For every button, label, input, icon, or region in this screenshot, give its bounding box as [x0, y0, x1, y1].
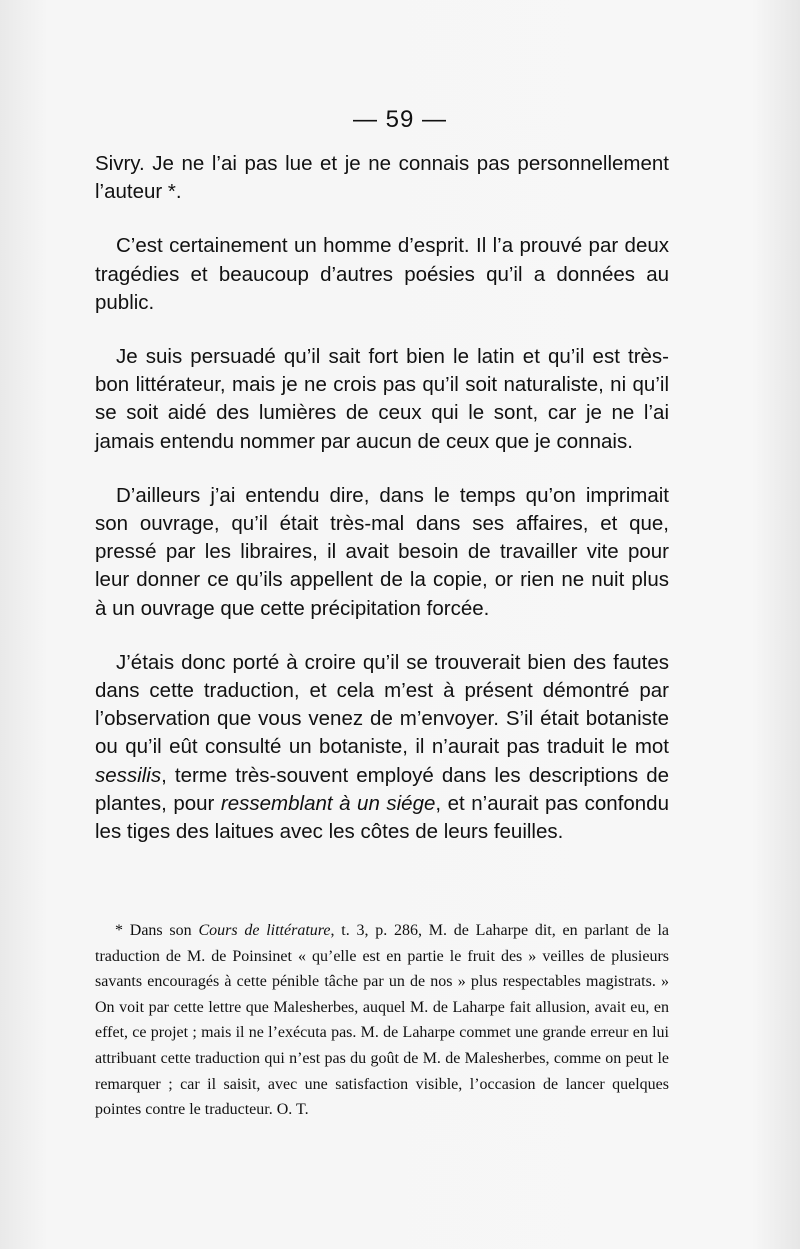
paragraph-5 [95, 649, 669, 846]
main-text [95, 150, 669, 872]
italic-term-sessilis: sessilis [95, 763, 162, 787]
footnote [95, 918, 669, 1123]
paragraph-5-part-c: , terme très-souvent employé dans les descriptions de plantes, pour [95, 763, 669, 815]
paragraph-1: Sivry. Je ne l’ai pas lue et je ne connais pas personnellement l’auteur *. [95, 152, 669, 204]
footnote-part-a: * Dans son [115, 922, 199, 939]
paragraph-5-part-e: , et n’aurait pas confondu les tiges des laitues avec les côtes de leurs feuilles. [95, 791, 669, 844]
footnote-paragraph [95, 918, 669, 1123]
italic-phrase-siege: ressemblant à un siége [220, 791, 436, 815]
footnote-part-c: , t. 3, p. 286, M. de Laharpe dit, en parlant de la traduction de M. de Poinsinet « qu’elle est en partie le fruit des » veilles de plusieurs savants encouragés à cette pénible tâche par un de nos » plus respectables magistrats. » On voit par cette lettre que Malesherbes, auquel M. de Laharpe fait allusion, avait eu, en effet, ce projet ; mais il ne l’exécuta pas. M. de Laharpe commet une grande erreur en lui attribuant cette traduction qui n’est pas du goût de M. de Malesherbes, comme on peut le remarquer ; car il saisit, avec une satisfaction visible, l’occasion de lancer quelques pointes contre le traducteur. O. T. [95, 922, 670, 1119]
page-number: — 59 — [352, 106, 448, 133]
paragraph-3: Je suis persuadé qu’il sait fort bien le latin et qu’il est très-bon littérateur, mais je ne crois pas qu’il soit naturaliste, ni qu’il se soit aidé des lumières de ceux qui le sont, car je ne l’ai jamais entendu nommer par aucun de ceux que je connais. [95, 345, 669, 453]
paragraph-5-part-a: J’étais donc porté à croire qu’il se trouverait bien des fautes dans cette traduction, et cela m’est à présent démontré par l’observation que vous venez de m’envoyer. S’il était botaniste ou qu’il eût consulté un botaniste, il n’aurait pas traduit le mot [95, 650, 669, 759]
paragraph-2: C’est certainement un homme d’esprit. Il l’a prouvé par deux tragédies et beaucoup d’autres poésies qu’il a données au public. [95, 234, 669, 314]
paragraph-4: D’ailleurs j’ai entendu dire, dans le temps qu’on imprimait son ouvrage, qu’il était très-mal dans ses affaires, et que, pressé par les libraires, il avait besoin de travailler vite pour leur donner ce qu’ils appellent de la copie, or rien ne nuit plus à un ouvrage que cette précipitation forcée. [95, 483, 669, 620]
footnote-book-title: Cours de littérature [198, 922, 331, 939]
